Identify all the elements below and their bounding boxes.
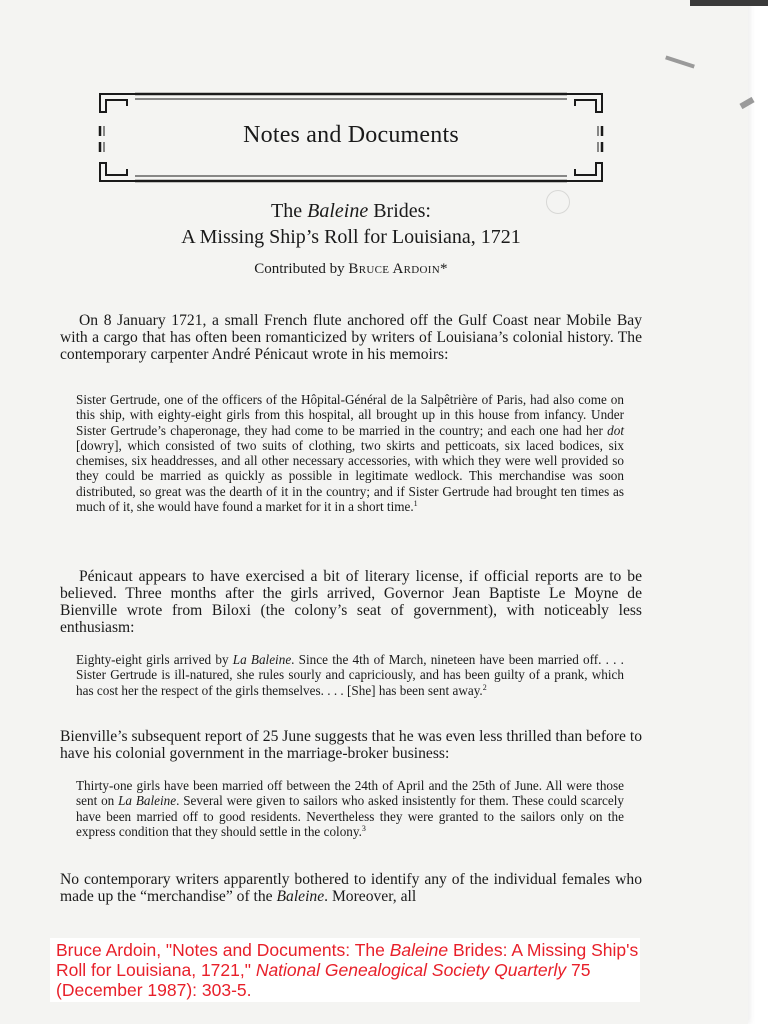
byline: Contributed by Bruce Ardoin* bbox=[254, 261, 448, 277]
footnote-marker: 1 bbox=[413, 499, 418, 509]
author-name: Bruce Ardoin* bbox=[348, 261, 448, 277]
block-quote: Sister Gertrude, one of the officers of the Hôpital-Général de la Salpêtrière of Paris, had also come on this ship, with eighty-eight girls from this hospital, all brought up in this house from infancy. Under Sister Gertrude’s chaperonage, they had come to be married in the country; and each one had her dot [dowry], which consisted of two suits of clothing, two skirts and petticoats, six laced bodices, six chemises, six headdresses, and all other necessary accessories, with which they were well provided so they could be married as quickly as possible in legitimate wedlock. This merchandise was soon distributed, so great was the dearth of it in the country; and if Sister Gertrude had brought ten times as much of it, she would have found a market for it in a short time.$^1$ bbox=[76, 392, 624, 515]
section-title: Notes and Documents bbox=[243, 122, 459, 148]
block-quote: Thirty-one girls have been married off between the 24th of April and the 25th of June. All were those sent on La Baleine. Several were given to sailors who asked insistently for them. These could scarcely have been married off to good residents. Nevertheless they were granted to the sailors only on the express condition that they should settle in the colony.$^3$ bbox=[76, 778, 624, 839]
scan-artifact bbox=[690, 0, 768, 6]
body-paragraph: Pénicaut appears to have exercised a bit of literary license, if official reports are to be believed. Three months after the girls arrived, Governor Jean Baptiste Le Moyne de Bienville wrote from Biloxi (the colony’s seat of government), with noticeably less enthusiasm: bbox=[60, 568, 642, 636]
section-header-frame bbox=[95, 90, 607, 185]
block-quote: Eighty-eight girls arrived by La Baleine. Since the 4th of March, nineteen have been married off. . . . Sister Gertrude is ill-natured, she rules sourly and capriciously, and has been guilty of a prank, which has cost her the respect of the girls themselves. . . . [She] has been sent away.$^2$ bbox=[76, 652, 624, 698]
article-title: The Baleine Brides: bbox=[271, 200, 431, 222]
article-subtitle: A Missing Ship’s Roll for Louisiana, 1721 bbox=[181, 226, 521, 248]
body-paragraph: No contemporary writers apparently bothered to identify any of the individual females who made up the “merchandise” of the Baleine. Moreover, all bbox=[60, 871, 642, 905]
body-paragraph: On 8 January 1721, a small French flute anchored off the Gulf Coast near Mobile Bay with a cargo that has often been romanticized by writers of Louisiana’s colonial history. The contemporary carpenter André Pénicaut wrote in his memoirs: bbox=[60, 312, 642, 363]
ship-name: Baleine bbox=[307, 200, 369, 222]
citation-box bbox=[50, 938, 640, 1002]
body-paragraph: Bienville’s subsequent report of 25 June suggests that he was even less thrilled than before to have his colonial government in the marriage-broker business: bbox=[60, 728, 642, 762]
citation-text: Bruce Ardoin, "Notes and Documents: The Baleine Brides: A Missing Ship's Roll for Louisiana, 1721," National Genealogical Society Quarterly 75 (December 1987): 303-5. bbox=[56, 940, 639, 1000]
footnote-marker: 3 bbox=[361, 823, 366, 833]
footnote-marker: 2 bbox=[482, 682, 487, 692]
